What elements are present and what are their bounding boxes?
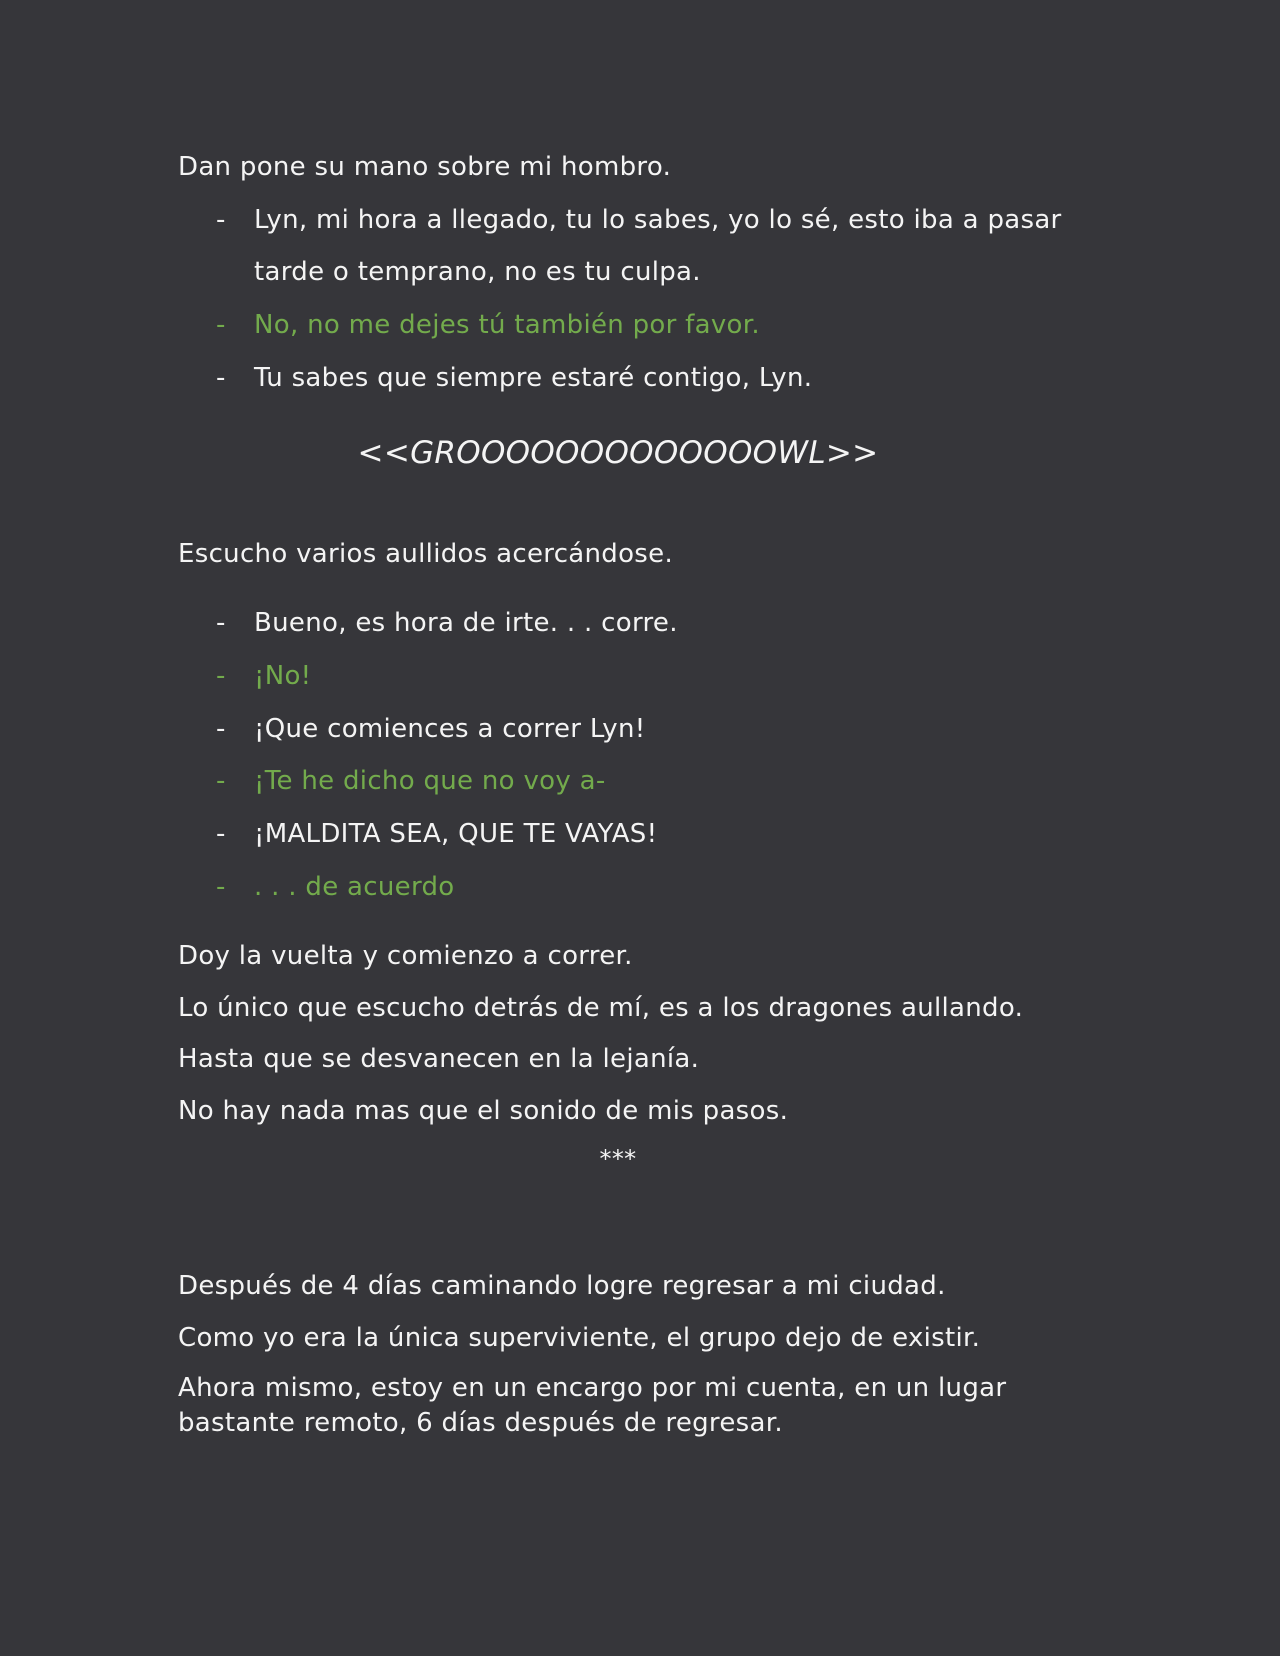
dialogue-dash: -: [216, 872, 226, 902]
dialogue-dash: -: [216, 205, 226, 235]
dialogue-dash: -: [216, 714, 226, 744]
narration-line: Dan pone su mano sobre mi hombro.: [178, 152, 672, 182]
dialogue-dash: -: [216, 608, 226, 638]
narration-line: Escucho varios aullidos acercándose.: [178, 539, 674, 569]
dialogue-text: Tu sabes que siempre estaré contigo, Lyn.: [254, 363, 813, 393]
scene-separator: ***: [599, 1145, 637, 1173]
narration-line: Como yo era la única superviviente, el grupo dejo de existir.: [178, 1323, 981, 1353]
dialogue-text: Bueno, es hora de irte. . . corre.: [254, 608, 678, 638]
dialogue-text: ¡Te he dicho que no voy a-: [254, 766, 606, 796]
dialogue-text: ¡MALDITA SEA, QUE TE VAYAS!: [254, 819, 658, 849]
dialogue-text: ¡No!: [254, 661, 312, 691]
dialogue-dash: -: [216, 310, 226, 340]
narration-line: Lo único que escucho detrás de mí, es a los dragones aullando.: [178, 993, 1024, 1023]
dialogue-dash: -: [216, 766, 226, 796]
narration-paragraph: Ahora mismo, estoy en un encargo por mi cuenta, en un lugar bastante remoto, 6 días después de regresar.: [178, 1373, 1007, 1438]
dialogue-dash: -: [216, 661, 226, 691]
dialogue-dash: -: [216, 819, 226, 849]
narration-line: No hay nada mas que el sonido de mis pasos.: [178, 1096, 789, 1126]
dialogue-text: No, no me dejes tú también por favor.: [254, 310, 760, 340]
narration-line: Hasta que se desvanecen en la lejanía.: [178, 1044, 700, 1074]
growl-sound-effect: <<GROOOOOOOOOOOOOWL>>: [357, 435, 879, 471]
dialogue-text: Lyn, mi hora a llegado, tu lo sabes, yo lo sé, esto iba a pasar: [254, 205, 1062, 235]
narration-line: Después de 4 días caminando logre regresar a mi ciudad.: [178, 1271, 946, 1301]
narration-line: Doy la vuelta y comienzo a correr.: [178, 941, 633, 971]
dialogue-text: ¡Que comiences a correr Lyn!: [254, 714, 646, 744]
dialogue-text: . . . de acuerdo: [254, 872, 455, 902]
dialogue-text: tarde o temprano, no es tu culpa.: [254, 257, 701, 287]
dialogue-dash: -: [216, 363, 226, 393]
